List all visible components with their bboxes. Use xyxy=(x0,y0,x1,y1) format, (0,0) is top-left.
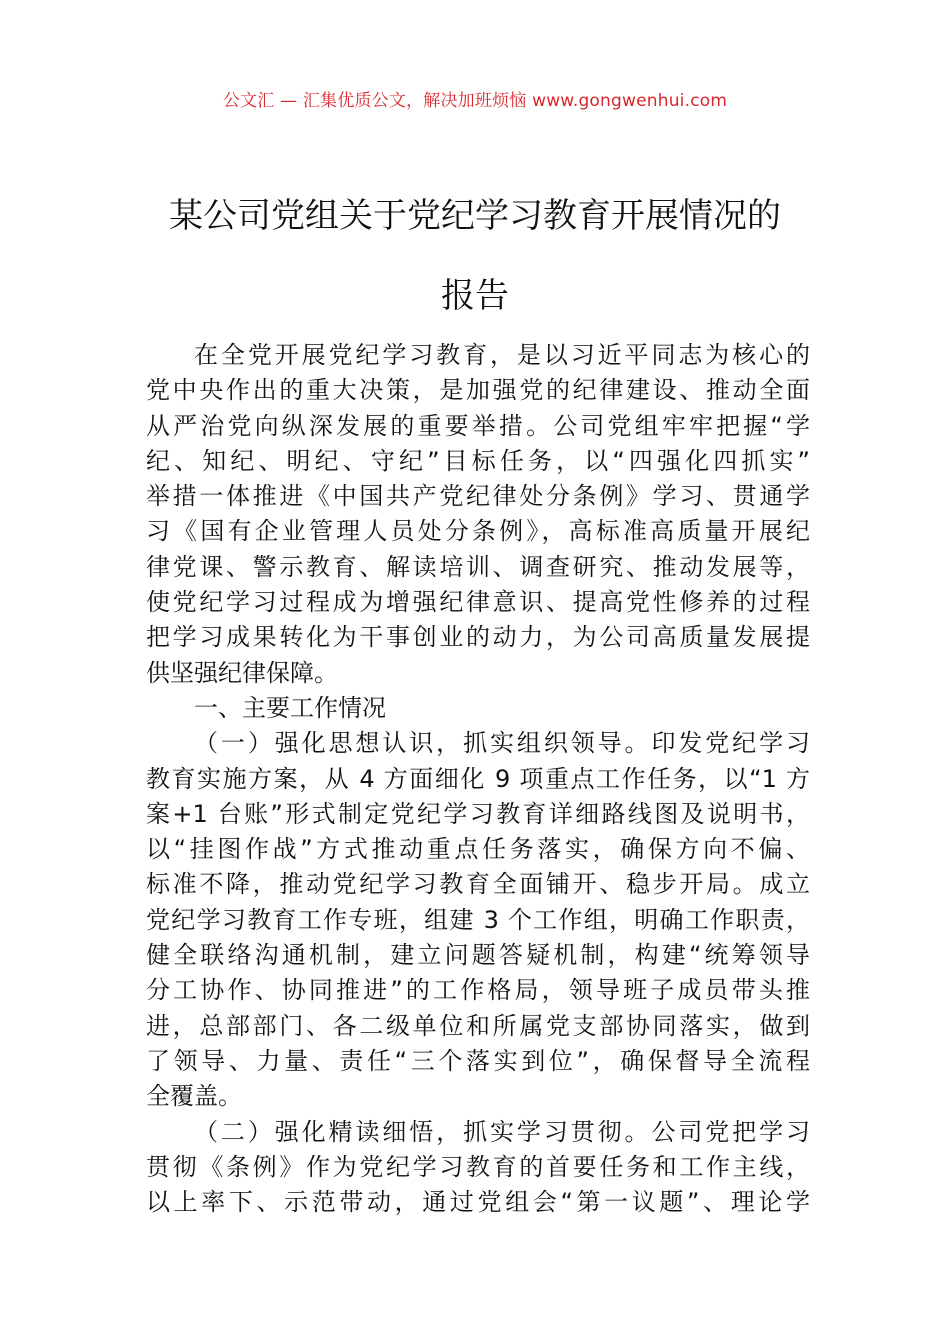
body-line: 纪、知纪、明纪、守纪”目标任务，以“四强化四抓实” xyxy=(146,446,810,475)
body-line: 党纪学习教育工作专班，组建 3 个工作组，明确工作职责， xyxy=(146,905,810,934)
title-line-1: 某公司党组关于党纪学习教育开展情况的 xyxy=(169,196,781,236)
body-line: 分工协作、协同推进”的工作格局，领导班子成员带头推 xyxy=(146,976,810,1005)
header-banner: 公文汇 — 汇集优质公文，解决加班烦恼 www.gongwenhui.com xyxy=(222,91,728,111)
body-line: 以上率下、示范带动，通过党组会“第一议题”、理论学 xyxy=(146,1188,810,1217)
body-line: 律党课、警示教育、解读培训、调查研究、推动发展等， xyxy=(146,552,810,581)
body-line: 从严治党向纵深发展的重要举措。公司党组牢牢把握“学 xyxy=(146,411,810,440)
body-line: 一、主要工作情况 xyxy=(194,693,386,722)
body-line: 供坚强纪律保障。 xyxy=(146,658,338,687)
body-line: 在全党开展党纪学习教育，是以习近平同志为核心的 xyxy=(194,341,810,369)
body-line: 举措一体推进《中国共产党纪律处分条例》学习、贯通学 xyxy=(146,482,810,511)
body-line: 党中央作出的重大决策，是加强党的纪律建设、推动全面 xyxy=(146,376,810,405)
body-line: 习《国有企业管理人员处分条例》，高标准高质量开展纪 xyxy=(146,517,810,546)
title-line-2: 报告 xyxy=(441,276,509,316)
document-body xyxy=(146,338,810,1220)
body-line: 健全联络沟通机制，建立问题答疑机制，构建“统筹领导 xyxy=(146,941,810,970)
body-line: 贯彻《条例》作为党纪学习教育的首要任务和工作主线， xyxy=(146,1152,810,1181)
document-title xyxy=(140,176,810,336)
body-line: 把学习成果转化为干事创业的动力，为公司高质量发展提 xyxy=(146,623,810,652)
body-line: 进，总部部门、各二级单位和所属党支部协同落实，做到 xyxy=(146,1011,810,1040)
body-line: 标准不降，推动党纪学习教育全面铺开、稳步开局。成立 xyxy=(146,870,810,899)
body-line: 案+1 台账”形式制定党纪学习教育详细路线图及说明书， xyxy=(146,799,810,828)
body-line: 全覆盖。 xyxy=(146,1082,242,1111)
body-line: 以“挂图作战”方式推动重点任务落实，确保方向不偏、 xyxy=(146,835,810,864)
body-line: 了领导、力量、责任“三个落实到位”，确保督导全流程 xyxy=(146,1046,810,1075)
body-line: 教育实施方案，从 4 方面细化 9 项重点工作任务，以“1 方 xyxy=(146,764,810,793)
body-line: （一）强化思想认识，抓实组织领导。印发党纪学习 xyxy=(194,729,810,758)
body-line: 使党纪学习过程成为增强纪律意识、提高党性修养的过程 xyxy=(146,588,810,617)
body-line: （二）强化精读细悟，抓实学习贯彻。公司党把学习 xyxy=(194,1117,810,1146)
